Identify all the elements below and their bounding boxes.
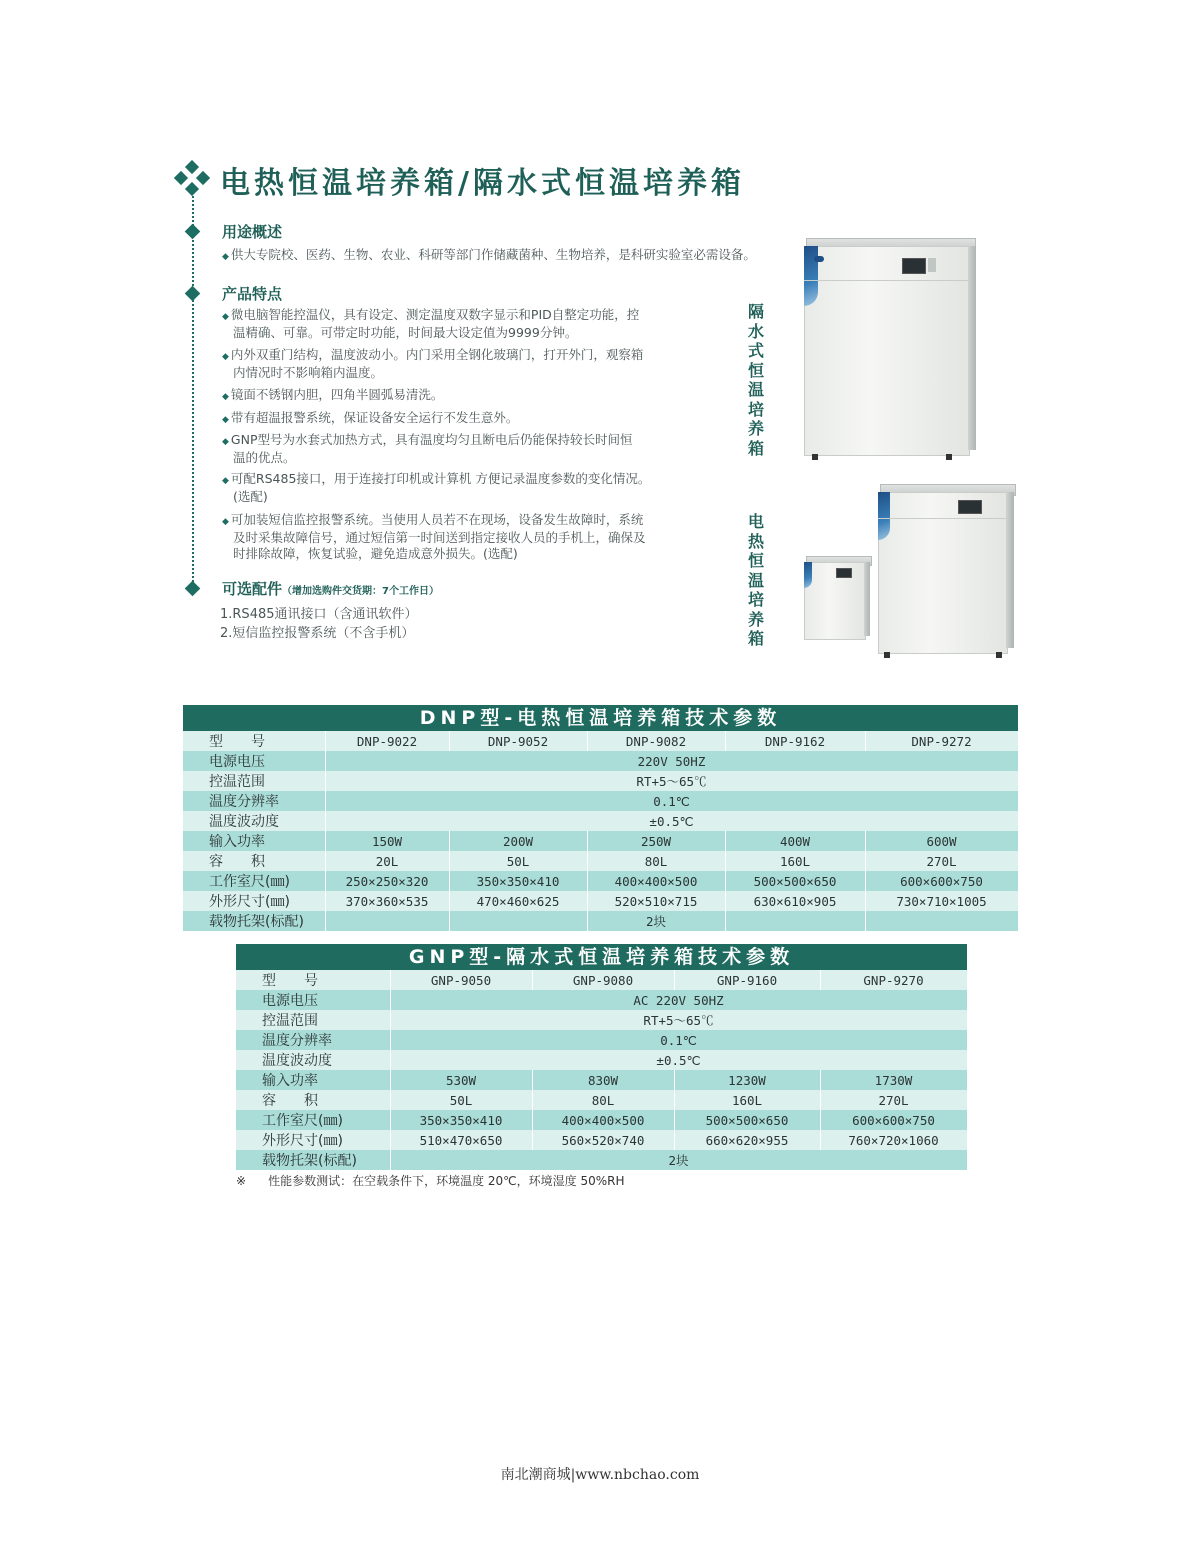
table-row <box>236 1110 967 1130</box>
gnp-table-title: GNP型-隔水式恒温培养箱技术参数 <box>236 944 967 970</box>
table-row <box>236 1130 967 1150</box>
table-cell: 530W <box>390 1070 532 1090</box>
accessory-item: 2.短信监控报警系统（不含手机） <box>220 626 415 641</box>
table-cell: 350×350×410 <box>390 1110 532 1130</box>
table-cell: 0.1℃ <box>325 791 1018 811</box>
row-label: 温度波动度 <box>183 811 325 831</box>
table-cell: 500×500×650 <box>674 1110 820 1130</box>
table-cell: 250W <box>587 831 725 851</box>
table-cell: 200W <box>449 831 587 851</box>
feature-item: ◆ 带有超温报警系统，保证设备安全运行不发生意外。 <box>222 410 519 425</box>
row-label: 温度分辨率 <box>236 1030 390 1050</box>
table-cell: 760×720×1060 <box>820 1130 967 1150</box>
row-label: 控温范围 <box>183 771 325 791</box>
table-cell: 160L <box>674 1090 820 1110</box>
table-cell: 80L <box>587 851 725 871</box>
gnp-spec-table <box>236 944 967 1170</box>
feature-item: ◆ GNP型号为水套式加热方式，具有温度均匀且断电后仍能保持较长时间恒 温的优点。 <box>222 432 633 465</box>
row-label: 输入功率 <box>183 831 325 851</box>
table-cell: 370×360×535 <box>325 891 449 911</box>
row-label: 容 积 <box>236 1090 390 1110</box>
table-row <box>183 771 1018 791</box>
table-row <box>183 811 1018 831</box>
table-row <box>236 970 967 990</box>
table-cell: RT+5～65℃ <box>325 771 1018 791</box>
table-cell: 1230W <box>674 1070 820 1090</box>
title-diamond-cluster-icon <box>174 160 210 196</box>
table-cell: ±0.5℃ <box>390 1050 967 1070</box>
row-label: 容 积 <box>183 851 325 871</box>
table-cell: 400×400×500 <box>587 871 725 891</box>
model-cell: DNP-9162 <box>725 731 865 751</box>
table-cell: 600W <box>865 831 1018 851</box>
row-label: 载物托架(标配) <box>236 1150 390 1170</box>
row-label: 输入功率 <box>236 1070 390 1090</box>
model-cell: GNP-9160 <box>674 970 820 990</box>
table-row <box>183 911 1018 931</box>
table-cell: 470×460×625 <box>449 891 587 911</box>
feature-item: ◆ 可配RS485接口，用于连接打印机或计算机 方便记录温度参数的变化情况。 (选配) <box>222 471 651 504</box>
table-cell: 160L <box>725 851 865 871</box>
table-row <box>236 1030 967 1050</box>
table-cell: 270L <box>820 1090 967 1110</box>
accessories-heading: 可选配件（增加选购件交货期：7个工作日） <box>222 580 439 598</box>
table-cell: 80L <box>532 1090 674 1110</box>
table-row <box>183 851 1018 871</box>
usage-heading: 用途概述 <box>222 223 283 241</box>
table-row <box>183 731 1018 751</box>
gnp-product-label: 隔水式恒温培养箱 <box>747 302 764 458</box>
table-cell: 520×510×715 <box>587 891 725 911</box>
row-label: 载物托架(标配) <box>183 911 325 931</box>
page-title: 电热恒温培养箱/隔水式恒温培养箱 <box>220 166 745 201</box>
table-row <box>236 1070 967 1090</box>
table-cell: 660×620×955 <box>674 1130 820 1150</box>
row-label: 工作室尺(㎜) <box>183 871 325 891</box>
table-cell: 250×250×320 <box>325 871 449 891</box>
table-cell <box>725 911 865 931</box>
gnp-incubator-image <box>800 238 978 464</box>
table-cell: 2块 <box>390 1150 967 1170</box>
row-label: 电源电压 <box>236 990 390 1010</box>
table-cell: 600×600×750 <box>820 1110 967 1130</box>
table-cell: 220V 50HZ <box>325 751 1018 771</box>
feature-item: ◆ 内外双重门结构，温度波动小。内门采用全钢化玻璃门，打开外门，观察箱 内情况时不影响箱内温度。 <box>222 347 644 380</box>
section-bullet-icon <box>185 581 201 597</box>
table-cell: 50L <box>390 1090 532 1110</box>
table-row <box>236 1090 967 1110</box>
table-cell: 400×400×500 <box>532 1110 674 1130</box>
table-cell: 600×600×750 <box>865 871 1018 891</box>
features-heading: 产品特点 <box>222 285 283 303</box>
table-cell: 50L <box>449 851 587 871</box>
table-cell: 560×520×740 <box>532 1130 674 1150</box>
table-row <box>183 791 1018 811</box>
row-label: 外形尺寸(㎜) <box>236 1130 390 1150</box>
model-cell: GNP-9050 <box>390 970 532 990</box>
model-cell: GNP-9080 <box>532 970 674 990</box>
table-cell <box>449 911 587 931</box>
table-cell: 0.1℃ <box>390 1030 967 1050</box>
table-cell: 830W <box>532 1070 674 1090</box>
dnp-spec-table <box>183 705 1018 931</box>
feature-item: ◆ 可加装短信监控报警系统。当使用人员若不在现场，设备发生故障时，系统 及时采集故障信号，通过短信第一时间送到指定接收人员的手机上，确保及 时排除故障，恢复试验，避免造成意外损失。(选配) <box>222 512 646 561</box>
section-bullet-icon <box>185 286 201 302</box>
table-cell <box>865 911 1018 931</box>
dnp-incubator-image <box>800 484 1018 664</box>
model-cell: DNP-9052 <box>449 731 587 751</box>
table-row <box>183 751 1018 771</box>
table-row <box>183 871 1018 891</box>
model-cell: GNP-9270 <box>820 970 967 990</box>
footnote-text: 性能参数测试：在空载条件下，环境温度 20℃，环境湿度 50%RH <box>268 1174 625 1188</box>
row-label: 控温范围 <box>236 1010 390 1030</box>
model-cell: DNP-9082 <box>587 731 725 751</box>
table-cell: 2块 <box>587 911 725 931</box>
footnote-mark: ※ <box>236 1174 247 1188</box>
table-cell: RT+5～65℃ <box>390 1010 967 1030</box>
section-bullet-icon <box>185 224 201 240</box>
feature-item: ◆ 微电脑智能控温仪，具有设定、测定温度双数字显示和PID自整定功能，控 温精确、可靠。可带定时功能，时间最大设定值为9999分钟。 <box>222 307 640 340</box>
table-cell: 350×350×410 <box>449 871 587 891</box>
accessories-note: （增加选购件交货期：7个工作日） <box>282 586 439 597</box>
table-cell: ±0.5℃ <box>325 811 1018 831</box>
dnp-product-label: 电热恒温培养箱 <box>747 512 764 648</box>
dnp-table-title: DNP型-电热恒温培养箱技术参数 <box>183 705 1018 731</box>
row-label: 型 号 <box>236 970 390 990</box>
table-cell: AC 220V 50HZ <box>390 990 967 1010</box>
row-label: 温度分辨率 <box>183 791 325 811</box>
table-cell <box>325 911 449 931</box>
site-footer: 南北潮商城|www.nbchao.com <box>500 1467 700 1483</box>
table-cell: 730×710×1005 <box>865 891 1018 911</box>
table-row <box>236 1010 967 1030</box>
feature-item: ◆ 镜面不锈钢内胆，四角半圆弧易清洗。 <box>222 387 444 402</box>
model-cell: DNP-9022 <box>325 731 449 751</box>
table-cell: 20L <box>325 851 449 871</box>
table-cell: 630×610×905 <box>725 891 865 911</box>
table-cell: 500×500×650 <box>725 871 865 891</box>
table-row <box>183 891 1018 911</box>
footnote <box>236 1172 624 1189</box>
table-cell: 150W <box>325 831 449 851</box>
usage-item: ◆ 供大专院校、医药、生物、农业、科研等部门作储藏菌种、生物培养，是科研实验室必需设备。 <box>222 247 756 262</box>
section-divider-line <box>192 196 194 594</box>
accessory-item: 1.RS485通讯接口（含通讯软件） <box>220 607 418 622</box>
row-label: 电源电压 <box>183 751 325 771</box>
table-cell: 270L <box>865 851 1018 871</box>
model-cell: DNP-9272 <box>865 731 1018 751</box>
table-cell: 1730W <box>820 1070 967 1090</box>
table-row <box>183 831 1018 851</box>
row-label: 外形尺寸(㎜) <box>183 891 325 911</box>
table-cell: 400W <box>725 831 865 851</box>
row-label: 工作室尺(㎜) <box>236 1110 390 1130</box>
row-label: 型 号 <box>183 731 325 751</box>
table-row <box>236 990 967 1010</box>
table-row <box>236 1150 967 1170</box>
row-label: 温度波动度 <box>236 1050 390 1070</box>
table-cell: 510×470×650 <box>390 1130 532 1150</box>
table-row <box>236 1050 967 1070</box>
